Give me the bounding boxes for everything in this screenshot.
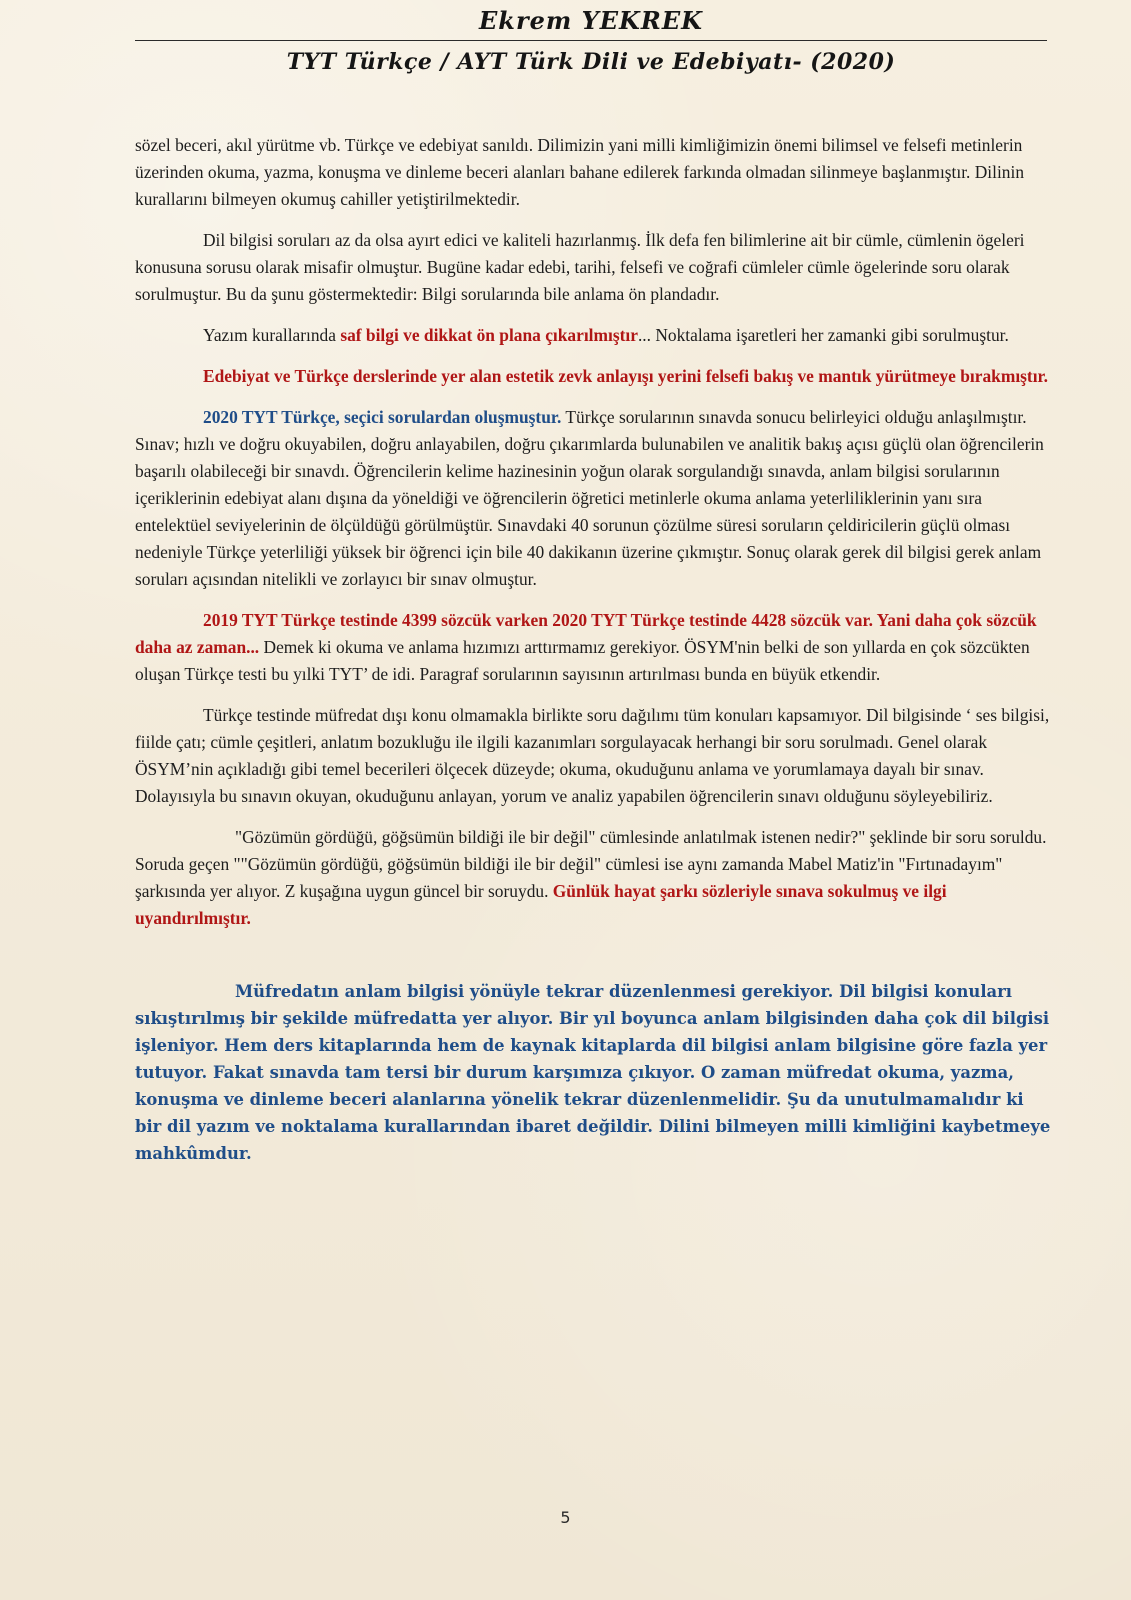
paragraph-6: [135, 607, 1055, 688]
paragraph-5-text: Türkçe sorularının sınavda sonucu belirleyici olduğu anlaşılmıştır. Sınav; hızlı ve doğru okuyabilen, doğru anlayabilen, doğru çıkarımlarda bulunabilen ve analitik bakış açısı güçlü olan öğrencilerin başarılı olabileceği bir sınavdı. Öğrencilerin kelime hazinesinin yoğun olarak sorgulandığı sınavda, anlam bilgisi sorularının içeriklerinin edebiyat alanı dışına da yöneldiği ve öğrencilerin öğretici metinlerle okuma anlama yeterliliklerinin yanı sıra entelektüel seviyelerinin de ölçüldüğü görülmüştür. Sınavdaki 40 sorunun çözülme süresi soruların çeldiricilerin güçlü olması nedeniyle Türkçe yeterliliği yüksek bir öğrenci için bile 40 dakikanın üzerine çıkmıştır. Sonuç olarak gerek dil bilgisi gerek anlam soruları açısından nitelikli ve zorlayıcı bir sınav olmuştur.: [135, 407, 1044, 589]
author-name: Ekrem YEKREK: [479, 6, 703, 35]
paragraph-6-highlight: 2019 TYT Türkçe testinde 4399 sözcük varken 2020 TYT Türkçe testinde 4428 sözcük var. Yani daha çok sözcük daha az zaman...: [135, 610, 1037, 657]
paragraph-5-highlight: 2020 TYT Türkçe, seçici sorulardan oluşmuştur.: [203, 407, 562, 427]
paragraph-3-text-b: ... Noktalama işaretleri her zamanki gibi sorulmuştur.: [637, 325, 1009, 345]
paragraph-5: [135, 404, 1055, 593]
header-divider: [135, 40, 1047, 41]
paragraph-8-text: "Gözümün gördüğü, göğsümün bildiği ile bir değil" cümlesinde anlatılmak istenen nedir?" şeklinde bir soru soruldu. Soruda geçen ""Gözümün gördüğü, göğsümün bildiği ile bir değil" cümlesi ise aynı zamanda Mabel Matiz'in "Fırtınadayım" şarkısında yer alıyor. Z kuşağına uygun güncel bir soruydu.: [135, 827, 1047, 901]
paragraph-spacer: [135, 946, 1055, 978]
paragraph-3: [135, 322, 1055, 349]
document-body: [135, 132, 1055, 1181]
paragraph-8-highlight: Günlük hayat şarkı sözleriyle sınava sokulmuş ve ilgi uyandırılmıştır.: [135, 881, 947, 928]
paragraph-1: sözel beceri, akıl yürütme vb. Türkçe ve edebiyat sanıldı. Dilimizin yani milli kimliğimizin önemi bilimsel ve felsefi metinlerin üzerinden okuma, yazma, konuşma ve dinleme beceri alanları bahane edilerek farkında olmadan silinmeye başlanmıştır. Dilinin kurallarını bilmeyen okumuş cahiller yetiştirilmektedir.: [135, 135, 1025, 209]
paragraph-8: [135, 824, 1055, 932]
page-number: 5: [560, 1508, 571, 1527]
paragraph-4-highlight: Edebiyat ve Türkçe derslerinde yer alan estetik zevk anlayışı yerini felsefi bakış ve mantık yürütmeye bırakmıştır.: [203, 366, 1049, 386]
paragraph-7: Türkçe testinde müfredat dışı konu olmamakla birlikte soru dağılımı tüm konuları kapsamıyor. Dil bilgisinde ‘ ses bilgisi, fiilde çatı; cümle çeşitleri, anlatım bozukluğu ile ilgili kazanımları sorgulayacak herhangi bir soru sorulmadı. Genel olarak ÖSYM’nin açıkladığı gibi temel becerileri ölçecek düzeyde; okuma, okuduğunu anlama ve yorumlamaya dayalı bir sınav. Dolayısıyla bu sınavın okuyan, okuduğunu anlayan, yorum ve analiz yapabilen öğrencilerin sınavı olduğunu söyleyebiliriz.: [135, 705, 1050, 806]
paragraph-6-text: Demek ki okuma ve anlama hızımızı arttırmamız gerekiyor. ÖSYM'nin belki de son yıllarda en çok sözcükten oluşan Türkçe testi bu yılki TYT’ de idi. Paragraf sorularının sayısının artırılması bunda en büyük etkendir.: [135, 637, 1030, 684]
page-header: [135, 0, 1047, 88]
paragraph-9-blue: Müfredatın anlam bilgisi yönüyle tekrar düzenlenmesi gerekiyor. Dil bilgisi konuları sıkıştırılmış bir şekilde müfredatta yer alıyor. Bir yıl boyunca anlam bilgisinden daha çok dil bilgisi işleniyor. Hem ders kitaplarında hem de kaynak kitaplarda dil bilgisi anlam bilgisine göre fazla yer tutuyor. Fakat sınavda tam tersi bir durum karşımıza çıkıyor. O zaman müfredat okuma, yazma, konuşma ve dinleme beceri alanlarına yönelik tekrar düzenlenmelidir. Şu da unutulmamalıdır ki bir dil yazım ve noktalama kurallarından ibaret değildir. Dilini bilmeyen milli kimliğini kaybetmeye mahkûmdur.: [135, 982, 1051, 1163]
paragraph-3-highlight: saf bilgi ve dikkat ön plana çıkarılmıştır: [340, 325, 638, 345]
paragraph-2: Dil bilgisi soruları az da olsa ayırt edici ve kaliteli hazırlanmış. İlk defa fen bilimlerine ait bir cümle, cümlenin ögeleri konusuna sorusu olarak misafir olmuştur. Bugüne kadar edebi, tarihi, felsefi ve coğrafi cümleler cümle ögelerinde soru olarak sorulmuştur. Bu da şunu göstermektedir: Bilgi sorularında bile anlama ön plandadır.: [135, 230, 1025, 304]
paragraph-3-text-a: Yazım kurallarında: [203, 325, 341, 345]
document-subtitle: TYT Türkçe / AYT Türk Dili ve Edebiyatı- (2020): [286, 49, 896, 75]
